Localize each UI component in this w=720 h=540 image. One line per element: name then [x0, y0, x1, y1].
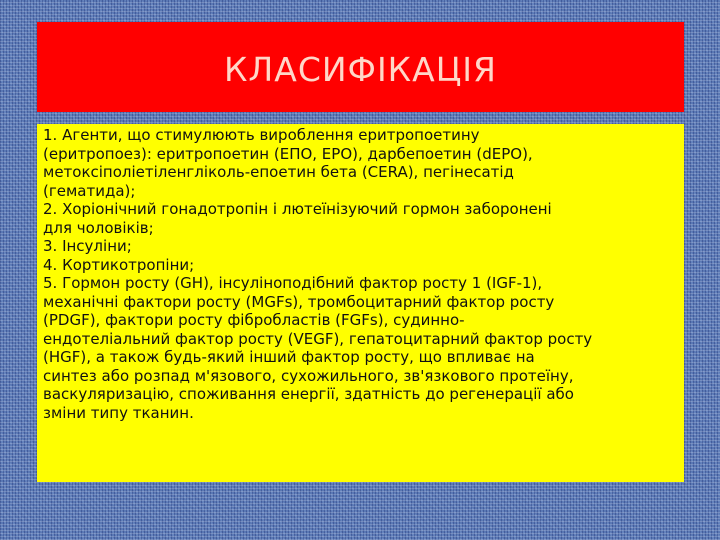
content-line: (гематида);	[43, 181, 136, 200]
content-line: синтез або розпад м'язового, сухожильного, зв'язкового протеїну,	[43, 366, 574, 385]
content-line: ендотеліальний фактор росту (VEGF), гепатоцитарний фактор росту	[43, 329, 593, 348]
content-line: (HGF), а також будь-який інший фактор росту, що впливає на	[43, 348, 535, 366]
content-line: 3. Інсуліни;	[43, 237, 132, 255]
content-line: 2. Хоріонічний гонадотропін і лютеїнізуючий гормон заборонені	[43, 200, 552, 218]
content-line: для чоловіків;	[43, 218, 154, 237]
content-line: зміни типу тканин.	[43, 403, 194, 422]
content-line: 4. Кортикотропіни;	[43, 255, 195, 274]
slide-title: КЛАСИФІКАЦІЯ	[224, 49, 497, 89]
content-line: 5. Гормон росту (GH), інсуліноподібний фактор росту 1 (IGF-1),	[43, 274, 543, 292]
content-line: (еритропоез): еритропоетин (ЕПО, EPO), дарбепоетин (dEPO),	[43, 144, 533, 163]
content-line: васкуляризацію, споживання енергії, здатність до регенерації або	[43, 385, 574, 403]
content-line: (PDGF), фактори росту фібробластів (FGFs), судинно-	[43, 311, 465, 329]
content-line: механічні фактори росту (MGFs), тромбоцитарний фактор росту	[43, 292, 555, 311]
content-line: метоксіполіетіленгліколь-епоетин бета (CERA), пегінесатід	[43, 163, 514, 181]
title-banner	[37, 22, 684, 112]
content-line: 1. Агенти, що стимулюють вироблення еритропоетину	[43, 126, 480, 144]
content-panel	[37, 124, 684, 482]
